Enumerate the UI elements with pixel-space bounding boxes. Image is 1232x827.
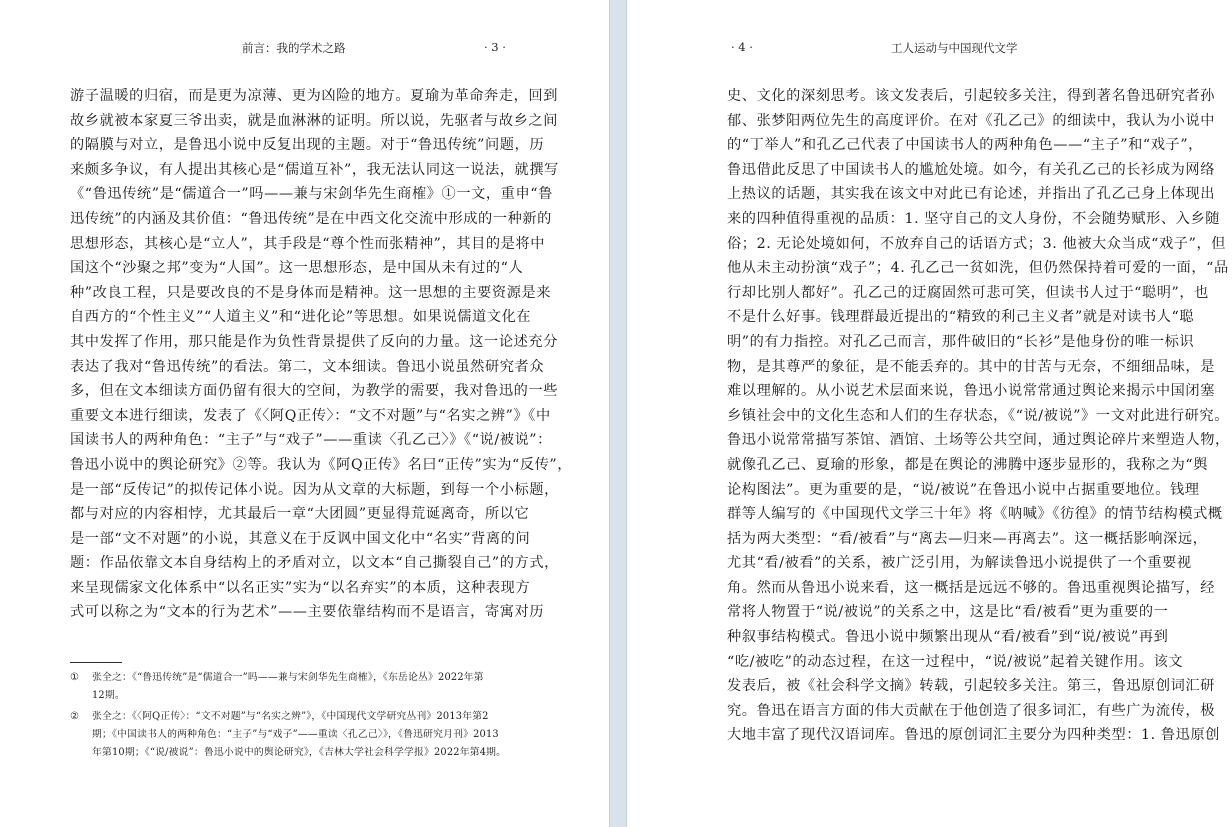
body-line: 发表后，被《社会科学文摘》转载，引起较多关注。第三，鲁迅原创词汇研	[727, 678, 1215, 695]
body-line: 常将人物置于“说/被说”的关系之中，这是比“看/被看”更为重要的一	[727, 604, 1169, 621]
page-number: · 3 ·	[484, 40, 506, 54]
body-line: 群等人编写的《中国现代文学三十年》将《呐喊》《彷徨》的情节结构模式概	[727, 506, 1223, 523]
body-line: 鲁迅借此反思了中国读书人的尴尬处境。如今，有关孔乙己的长衫成为网络	[727, 161, 1215, 178]
body-line: 来颇多争议，有人提出其核心是“儒道互补”，我无法认同这一说法，就撰写	[70, 161, 559, 178]
body-line: 究。鲁迅在语言方面的伟大贡献在于他创造了很多词汇，有些广为流传，极	[727, 702, 1215, 719]
body-line: 的隔膜与对立，是鲁迅小说中反复出现的主题。对于“鲁迅传统”问题，历	[70, 137, 545, 154]
body-line: 尤其“看/被看”的关系，被广泛引用，为解读鲁迅小说提供了一个重要视	[727, 555, 1192, 572]
footnote-line: 张全之：《〈阿Q正传〉：“文不对题”与“名实之辨”》，《中国现代文学研究丛刊》2013年第2	[92, 711, 489, 722]
body-line: 来呈现儒家文化体系中“以名正实”实为“以名弃实”的本质，这种表现方	[70, 579, 531, 596]
body-line: 多，但在文本细读方面仍留有很大的空间，为教学的需要，我对鲁迅的一些	[70, 383, 558, 400]
page-number: · 4 ·	[731, 40, 753, 54]
body-line: 物，是其尊严的象征，是不能丢弃的。其中的甘苦与无奈，不细细品味，是	[727, 358, 1215, 375]
body-line: 的“丁举人”和孔乙己代表了中国读书人的两种角色——“主子”和“戏子”，	[727, 137, 1203, 154]
body-line: 史、文化的深刻思考。该文发表后，引起较多关注，得到著名鲁迅研究者孙	[727, 88, 1215, 104]
running-header-title: 工人运动与中国现代文学	[891, 41, 1018, 55]
body-line: 括为两大类型：“看/被看”与“离去—归来—再离去”。这一概括影响深远，	[727, 530, 1208, 547]
body-line: 大地丰富了现代汉语词库。鲁迅的原创词汇主要分为四种类型：1. 鲁迅原创	[727, 727, 1221, 744]
body-line: 故乡就被本家夏三爷出卖，就是血淋淋的证明。所以说，先驱者与故乡之间	[70, 112, 558, 129]
body-line: “吃/被吃”的动态过程，在这一过程中，“说/被说”起着关键作用。该文	[727, 653, 1184, 670]
body-text	[70, 84, 573, 625]
footnote	[70, 669, 520, 705]
footnotes	[70, 669, 520, 765]
body-line: 迅传统”的内涵及其价值：“鲁迅传统”是在中西文化交流中形成的一种新的	[70, 210, 552, 227]
body-line: 鲁迅小说中的舆论研究》②等。我认为《阿Q正传》名曰“正传”实为“反传”，	[70, 456, 573, 473]
body-line: 式可以称之为“文本的行为艺术”——主要依靠结构而不是语言，寄寓对历	[70, 604, 545, 621]
body-line: 不是什么好事。钱理群最近提出的“精致的利己主义者”就是对读书人“聪	[727, 309, 1195, 326]
footnote-line: 12期。	[92, 690, 125, 701]
body-line: 明”的有力指控。对孔乙己而言，那件破旧的“长衫”是他身份的唯一标识	[727, 333, 1195, 350]
body-line: 上热议的话题，其实我在该文中对此已有论述，并指出了孔乙己身上体现出	[727, 186, 1215, 203]
body-line: 表达了我对“鲁迅传统”的看法。第二，文本细读。鲁迅小说虽然研究者众	[70, 358, 545, 375]
body-line: 种”改良工程，只是要改良的不是身体而是精神。这一思想的主要资源是来	[70, 284, 552, 301]
body-line: 是一部“反传记”的拟传记体小说。因为从文章的大标题，到每一个小标题，	[70, 481, 559, 498]
body-line: 题：作品依靠文本自身结构上的矛盾对立，以文本“自己撕裂自己”的方式，	[70, 555, 559, 572]
body-line: 思想形态，其核心是“立人”，其手段是“尊个性而张精神”，其目的是将中	[70, 235, 546, 252]
body-line: 国读书人的两种角色：“主子”与“戏子”——重读〈孔乙己〉》《“说/被说”：	[70, 432, 552, 449]
body-line: 来的四种值得重视的品质：1. 坚守自己的文人身份，不会随势赋形、入乡随	[727, 210, 1221, 227]
running-header-title: 前言：我的学术之路	[242, 41, 346, 55]
body-line: 自西方的“个性主义”“人道主义”和“进化论”等思想。如果说儒道文化在	[70, 309, 532, 326]
footnote-separator	[70, 662, 122, 663]
body-line: 游子温暖的归宿，而是更为凉薄、更为凶险的地方。夏瑜为革命奔走，回到	[70, 88, 558, 104]
body-line: 《“鲁迅传统”是“儒道合一”吗——兼与宋剑华先生商榷》①一文，重申“鲁	[70, 186, 553, 203]
body-line: 难以理解的。从小说艺术层面来说，鲁迅小说常常通过舆论来揭示中国闭塞	[727, 383, 1215, 400]
body-line: 都与对应的内容相悖，尤其最后一章“大团圆”更显得荒诞离奇，所以它	[70, 506, 530, 523]
body-line: 俗；2. 无论处境如何，不放弃自己的话语方式；3. 他被大众当成“戏子”，但	[727, 235, 1227, 252]
body-line: 其中发挥了作用，那只能是作为负性背景提供了反向的力量。这一论述充分	[70, 333, 558, 350]
body-line: 他从未主动扮演“戏子”；4. 孔乙己一贫如洗，但仍然保持着可爱的一面，“品	[727, 260, 1229, 277]
left-page	[0, 0, 609, 827]
body-line: 国这个“沙聚之邦”变为“人国”。这一思想形态，是中国从未有过的“人	[70, 260, 524, 277]
body-line: 就像孔乙己、夏瑜的形象，都是在舆论的沸腾中逐步显形的，我称之为“舆	[727, 456, 1209, 473]
body-text	[727, 84, 1230, 748]
body-line: 鲁迅小说常常描写茶馆、酒馆、土场等公共空间，通过舆论碎片来塑造人物，	[727, 432, 1230, 449]
page-gutter	[609, 0, 627, 827]
body-line: 郁、张梦阳两位先生的高度评价。在对《孔乙己》的细读中，我认为小说中	[727, 112, 1215, 129]
footnote-marker: ①	[70, 672, 79, 683]
body-line: 乡镇社会中的文化生态和人们的生存状态，《“说/被说”》一文对此进行研究。	[727, 407, 1229, 424]
body-line: 重要文本进行细读，发表了《〈阿Q正传〉：“文不对题”与“名实之辨”》《中	[70, 407, 551, 424]
footnote	[70, 708, 520, 762]
body-line: 种叙事结构模式。鲁迅小说中频繁出现从“看/被看”到“说/被说”再到	[727, 629, 1169, 646]
footnote-line: 期；《中国读书人的两种角色：“主子”与“戏子”——重读〈孔乙己〉》，《鲁迅研究月刊》2013	[92, 729, 499, 740]
right-page	[627, 0, 1232, 827]
footnote-line: 张全之：《“鲁迅传统”是“儒道合一”吗——兼与宋剑华先生商榷》，《东岳论丛》2022年第	[92, 672, 484, 683]
body-line: 角。然而从鲁迅小说来看，这一概括是远远不够的。鲁迅重视舆论描写，经	[727, 579, 1215, 596]
footnote-line: 年第10期；《“说/被说”：鲁迅小说中的舆论研究》，《吉林大学社会科学学报》2022年第4期。	[92, 747, 507, 758]
body-line: 论构图法”。更为重要的是，“说/被说”在鲁迅小说中占据重要地位。钱理	[727, 481, 1200, 498]
footnote-marker: ②	[70, 711, 79, 722]
body-line: 行却比别人都好”。孔乙己的迂腐固然可悲可笑，但读书人过于“聪明”，也	[727, 284, 1209, 301]
body-line: 是一部“文不对题”的小说，其意义在于反讽中国文化中“名实”背离的问	[70, 530, 531, 547]
